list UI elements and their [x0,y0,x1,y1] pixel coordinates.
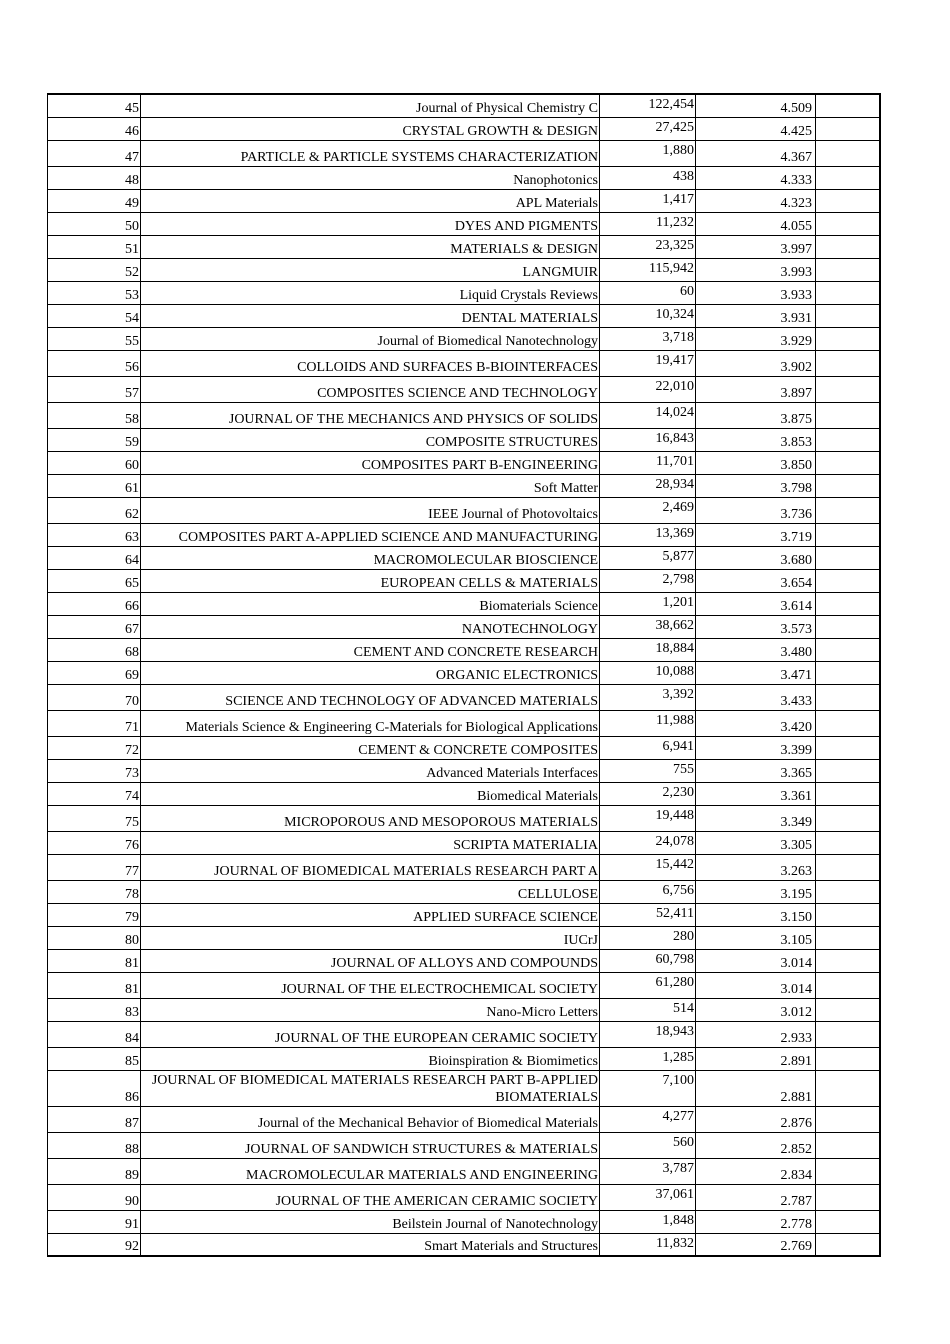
journal-name-cell: MACROMOLECULAR BIOSCIENCE [141,546,600,569]
journal-name-cell: Beilstein Journal of Nanotechnology [141,1210,600,1233]
rank-cell: 58 [48,402,141,428]
impact-factor-cell: 2.852 [696,1132,816,1158]
citations-cell: 1,417 [600,189,696,212]
journal-name-cell: Journal of the Mechanical Behavior of Biomedical Materials [141,1106,600,1132]
table-row [48,304,880,327]
impact-factor-cell: 2.891 [696,1047,816,1070]
impact-factor-cell: 3.933 [696,281,816,304]
citations-cell: 1,201 [600,592,696,615]
citations-cell: 38,662 [600,615,696,638]
citations-cell: 14,024 [600,402,696,428]
rank-cell: 56 [48,350,141,376]
blank-cell [816,304,880,327]
blank-cell [816,327,880,350]
impact-factor-cell: 3.897 [696,376,816,402]
journal-name-cell: JOURNAL OF BIOMEDICAL MATERIALS RESEARCH PART B-APPLIED BIOMATERIALS [141,1070,600,1106]
table-row [48,474,880,497]
journal-name-cell: LANGMUIR [141,258,600,281]
journal-name-cell: ORGANIC ELECTRONICS [141,661,600,684]
journal-name-cell: JOURNAL OF THE ELECTROCHEMICAL SOCIETY [141,972,600,998]
table-row [48,615,880,638]
blank-cell [816,736,880,759]
impact-factor-cell: 2.769 [696,1233,816,1256]
citations-cell: 19,448 [600,805,696,831]
table-row [48,592,880,615]
table-row [48,998,880,1021]
citations-cell: 10,088 [600,661,696,684]
table-row [48,949,880,972]
table-row [48,805,880,831]
table-row [48,1047,880,1070]
citations-cell: 2,798 [600,569,696,592]
blank-cell [816,805,880,831]
impact-factor-cell: 3.150 [696,903,816,926]
table-row [48,166,880,189]
impact-factor-cell: 3.736 [696,497,816,523]
blank-cell [816,1210,880,1233]
citations-cell: 10,324 [600,304,696,327]
impact-factor-cell: 2.881 [696,1070,816,1106]
blank-cell [816,117,880,140]
citations-cell: 438 [600,166,696,189]
table-row [48,1106,880,1132]
citations-cell: 2,230 [600,782,696,805]
impact-factor-cell: 3.480 [696,638,816,661]
table-row [48,759,880,782]
blank-cell [816,523,880,546]
impact-factor-cell: 4.425 [696,117,816,140]
blank-cell [816,831,880,854]
rank-cell: 71 [48,710,141,736]
blank-cell [816,212,880,235]
blank-cell [816,854,880,880]
rank-cell: 50 [48,212,141,235]
journal-name-cell: COLLOIDS AND SURFACES B-BIOINTERFACES [141,350,600,376]
blank-cell [816,1047,880,1070]
table-row [48,854,880,880]
blank-cell [816,1184,880,1210]
citations-cell: 7,100 [600,1070,696,1106]
citations-cell: 6,756 [600,880,696,903]
rank-cell: 81 [48,949,141,972]
journal-name-cell: MATERIALS & DESIGN [141,235,600,258]
blank-cell [816,235,880,258]
citations-cell: 11,832 [600,1233,696,1256]
table-row [48,212,880,235]
blank-cell [816,880,880,903]
impact-factor-cell: 3.875 [696,402,816,428]
impact-factor-cell: 4.323 [696,189,816,212]
journal-name-cell: Bioinspiration & Biomimetics [141,1047,600,1070]
table-row [48,1070,880,1106]
table-row [48,546,880,569]
journal-name-cell: PARTICLE & PARTICLE SYSTEMS CHARACTERIZATION [141,140,600,166]
journal-name-cell: Biomedical Materials [141,782,600,805]
citations-cell: 2,469 [600,497,696,523]
journal-name-cell: JOURNAL OF BIOMEDICAL MATERIALS RESEARCH PART A [141,854,600,880]
blank-cell [816,1233,880,1256]
journal-name-cell: CRYSTAL GROWTH & DESIGN [141,117,600,140]
citations-cell: 28,934 [600,474,696,497]
citations-cell: 18,884 [600,638,696,661]
blank-cell [816,258,880,281]
journal-name-cell: IEEE Journal of Photovoltaics [141,497,600,523]
journal-name-cell: DYES AND PIGMENTS [141,212,600,235]
blank-cell [816,428,880,451]
rank-cell: 61 [48,474,141,497]
impact-factor-cell: 3.014 [696,949,816,972]
blank-cell [816,1106,880,1132]
impact-factor-cell: 3.012 [696,998,816,1021]
impact-factor-cell: 3.014 [696,972,816,998]
journal-name-cell: COMPOSITES PART A-APPLIED SCIENCE AND MANUFACTURING [141,523,600,546]
journal-name-cell: COMPOSITE STRUCTURES [141,428,600,451]
rank-cell: 83 [48,998,141,1021]
journal-name-cell: Materials Science & Engineering C-Materials for Biological Applications [141,710,600,736]
journal-name-cell: SCRIPTA MATERIALIA [141,831,600,854]
table-row [48,831,880,854]
table-row [48,281,880,304]
citations-cell: 61,280 [600,972,696,998]
table-row [48,661,880,684]
rank-cell: 85 [48,1047,141,1070]
impact-factor-cell: 2.834 [696,1158,816,1184]
rank-cell: 62 [48,497,141,523]
blank-cell [816,569,880,592]
impact-factor-cell: 3.931 [696,304,816,327]
rank-cell: 48 [48,166,141,189]
blank-cell [816,281,880,304]
citations-cell: 19,417 [600,350,696,376]
citations-cell: 4,277 [600,1106,696,1132]
rank-cell: 54 [48,304,141,327]
table-row [48,376,880,402]
impact-factor-cell: 3.680 [696,546,816,569]
blank-cell [816,615,880,638]
blank-cell [816,903,880,926]
journal-name-cell: Nanophotonics [141,166,600,189]
rank-cell: 66 [48,592,141,615]
citations-cell: 11,232 [600,212,696,235]
citations-cell: 122,454 [600,94,696,117]
citations-cell: 16,843 [600,428,696,451]
citations-cell: 37,061 [600,1184,696,1210]
blank-cell [816,1132,880,1158]
blank-cell [816,661,880,684]
impact-factor-cell: 4.055 [696,212,816,235]
rank-cell: 52 [48,258,141,281]
rank-cell: 67 [48,615,141,638]
blank-cell [816,350,880,376]
blank-cell [816,1070,880,1106]
blank-cell [816,926,880,949]
impact-factor-cell: 3.365 [696,759,816,782]
citations-cell: 514 [600,998,696,1021]
table-row [48,235,880,258]
impact-factor-cell: 3.654 [696,569,816,592]
journal-name-cell: JOURNAL OF THE AMERICAN CERAMIC SOCIETY [141,1184,600,1210]
rank-cell: 77 [48,854,141,880]
blank-cell [816,782,880,805]
citations-cell: 5,877 [600,546,696,569]
table-row [48,327,880,350]
table-row [48,710,880,736]
table-row [48,523,880,546]
rank-cell: 59 [48,428,141,451]
citations-cell: 280 [600,926,696,949]
table-row [48,258,880,281]
impact-factor-cell: 2.876 [696,1106,816,1132]
blank-cell [816,949,880,972]
journal-name-cell: JOURNAL OF ALLOYS AND COMPOUNDS [141,949,600,972]
citations-cell: 115,942 [600,258,696,281]
journal-name-cell: MACROMOLECULAR MATERIALS AND ENGINEERING [141,1158,600,1184]
impact-factor-cell: 2.933 [696,1021,816,1047]
citations-cell: 755 [600,759,696,782]
journal-name-cell: APL Materials [141,189,600,212]
impact-factor-cell: 3.433 [696,684,816,710]
citations-cell: 11,988 [600,710,696,736]
citations-cell: 15,442 [600,854,696,880]
rank-cell: 75 [48,805,141,831]
impact-factor-cell: 4.509 [696,94,816,117]
blank-cell [816,451,880,474]
blank-cell [816,998,880,1021]
impact-factor-cell: 3.993 [696,258,816,281]
rank-cell: 78 [48,880,141,903]
journal-name-cell: NANOTECHNOLOGY [141,615,600,638]
journal-name-cell: JOURNAL OF THE MECHANICS AND PHYSICS OF SOLIDS [141,402,600,428]
table-row [48,1158,880,1184]
table-row [48,903,880,926]
impact-factor-cell: 3.361 [696,782,816,805]
table-row [48,926,880,949]
rank-cell: 55 [48,327,141,350]
journal-name-cell: CELLULOSE [141,880,600,903]
rank-cell: 46 [48,117,141,140]
rank-cell: 53 [48,281,141,304]
citations-cell: 60 [600,281,696,304]
blank-cell [816,497,880,523]
blank-cell [816,402,880,428]
table-row [48,1233,880,1256]
rank-cell: 80 [48,926,141,949]
rank-cell: 79 [48,903,141,926]
journal-name-cell: SCIENCE AND TECHNOLOGY OF ADVANCED MATERIALS [141,684,600,710]
citations-cell: 23,325 [600,235,696,258]
journal-name-cell: MICROPOROUS AND MESOPOROUS MATERIALS [141,805,600,831]
impact-factor-cell: 3.471 [696,661,816,684]
journal-ranking-table [47,93,881,1257]
table-row [48,1132,880,1158]
rank-cell: 63 [48,523,141,546]
journal-name-cell: IUCrJ [141,926,600,949]
blank-cell [816,1158,880,1184]
impact-factor-cell: 3.614 [696,592,816,615]
rank-cell: 64 [48,546,141,569]
blank-cell [816,376,880,402]
impact-factor-cell: 3.305 [696,831,816,854]
table-row [48,497,880,523]
rank-cell: 92 [48,1233,141,1256]
rank-cell: 49 [48,189,141,212]
journal-name-cell: Smart Materials and Structures [141,1233,600,1256]
impact-factor-cell: 3.195 [696,880,816,903]
table-row [48,117,880,140]
table-row [48,94,880,117]
impact-factor-cell: 3.349 [696,805,816,831]
rank-cell: 47 [48,140,141,166]
citations-cell: 11,701 [600,451,696,474]
rank-cell: 86 [48,1070,141,1106]
blank-cell [816,638,880,661]
blank-cell [816,759,880,782]
citations-cell: 3,787 [600,1158,696,1184]
impact-factor-cell: 3.420 [696,710,816,736]
impact-factor-cell: 3.719 [696,523,816,546]
rank-cell: 73 [48,759,141,782]
table-row [48,451,880,474]
journal-name-cell: Advanced Materials Interfaces [141,759,600,782]
citations-cell: 1,285 [600,1047,696,1070]
blank-cell [816,684,880,710]
citations-cell: 18,943 [600,1021,696,1047]
rank-cell: 88 [48,1132,141,1158]
citations-cell: 6,941 [600,736,696,759]
table-row [48,782,880,805]
blank-cell [816,546,880,569]
journal-name-cell: JOURNAL OF SANDWICH STRUCTURES & MATERIALS [141,1132,600,1158]
citations-cell: 13,369 [600,523,696,546]
blank-cell [816,140,880,166]
impact-factor-cell: 3.850 [696,451,816,474]
impact-factor-cell: 2.787 [696,1184,816,1210]
journal-name-cell: Liquid Crystals Reviews [141,281,600,304]
table-row [48,189,880,212]
journal-name-cell: EUROPEAN CELLS & MATERIALS [141,569,600,592]
rank-cell: 70 [48,684,141,710]
blank-cell [816,592,880,615]
citations-cell: 3,718 [600,327,696,350]
journal-name-cell: JOURNAL OF THE EUROPEAN CERAMIC SOCIETY [141,1021,600,1047]
table-row [48,736,880,759]
citations-cell: 27,425 [600,117,696,140]
blank-cell [816,189,880,212]
impact-factor-cell: 3.997 [696,235,816,258]
journal-name-cell: CEMENT AND CONCRETE RESEARCH [141,638,600,661]
table-row [48,1184,880,1210]
impact-factor-cell: 4.367 [696,140,816,166]
table-row [48,569,880,592]
rank-cell: 60 [48,451,141,474]
impact-factor-cell: 4.333 [696,166,816,189]
journal-ranking-table-body [48,94,880,1256]
blank-cell [816,94,880,117]
impact-factor-cell: 3.798 [696,474,816,497]
journal-name-cell: COMPOSITES SCIENCE AND TECHNOLOGY [141,376,600,402]
blank-cell [816,972,880,998]
rank-cell: 72 [48,736,141,759]
journal-name-cell: Soft Matter [141,474,600,497]
rank-cell: 57 [48,376,141,402]
table-row [48,350,880,376]
rank-cell: 74 [48,782,141,805]
journal-name-cell: DENTAL MATERIALS [141,304,600,327]
rank-cell: 76 [48,831,141,854]
impact-factor-cell: 3.853 [696,428,816,451]
table-row [48,1021,880,1047]
citations-cell: 3,392 [600,684,696,710]
table-row [48,684,880,710]
impact-factor-cell: 3.929 [696,327,816,350]
citations-cell: 1,880 [600,140,696,166]
table-row [48,140,880,166]
rank-cell: 81 [48,972,141,998]
journal-name-cell: Biomaterials Science [141,592,600,615]
impact-factor-cell: 3.902 [696,350,816,376]
rank-cell: 65 [48,569,141,592]
rank-cell: 51 [48,235,141,258]
citations-cell: 60,798 [600,949,696,972]
rank-cell: 69 [48,661,141,684]
table-row [48,638,880,661]
impact-factor-cell: 3.573 [696,615,816,638]
rank-cell: 68 [48,638,141,661]
citations-cell: 24,078 [600,831,696,854]
journal-name-cell: Journal of Physical Chemistry C [141,94,600,117]
impact-factor-cell: 3.105 [696,926,816,949]
journal-name-cell: Journal of Biomedical Nanotechnology [141,327,600,350]
rank-cell: 90 [48,1184,141,1210]
table-row [48,402,880,428]
blank-cell [816,1021,880,1047]
journal-name-cell: Nano-Micro Letters [141,998,600,1021]
journal-name-cell: COMPOSITES PART B-ENGINEERING [141,451,600,474]
impact-factor-cell: 2.778 [696,1210,816,1233]
table-row [48,428,880,451]
table-row [48,880,880,903]
rank-cell: 84 [48,1021,141,1047]
blank-cell [816,710,880,736]
impact-factor-cell: 3.263 [696,854,816,880]
citations-cell: 560 [600,1132,696,1158]
citations-cell: 52,411 [600,903,696,926]
table-row [48,1210,880,1233]
rank-cell: 91 [48,1210,141,1233]
table-row [48,972,880,998]
rank-cell: 87 [48,1106,141,1132]
blank-cell [816,474,880,497]
citations-cell: 22,010 [600,376,696,402]
journal-name-cell: CEMENT & CONCRETE COMPOSITES [141,736,600,759]
impact-factor-cell: 3.399 [696,736,816,759]
blank-cell [816,166,880,189]
citations-cell: 1,848 [600,1210,696,1233]
rank-cell: 89 [48,1158,141,1184]
journal-name-cell: APPLIED SURFACE SCIENCE [141,903,600,926]
rank-cell: 45 [48,94,141,117]
